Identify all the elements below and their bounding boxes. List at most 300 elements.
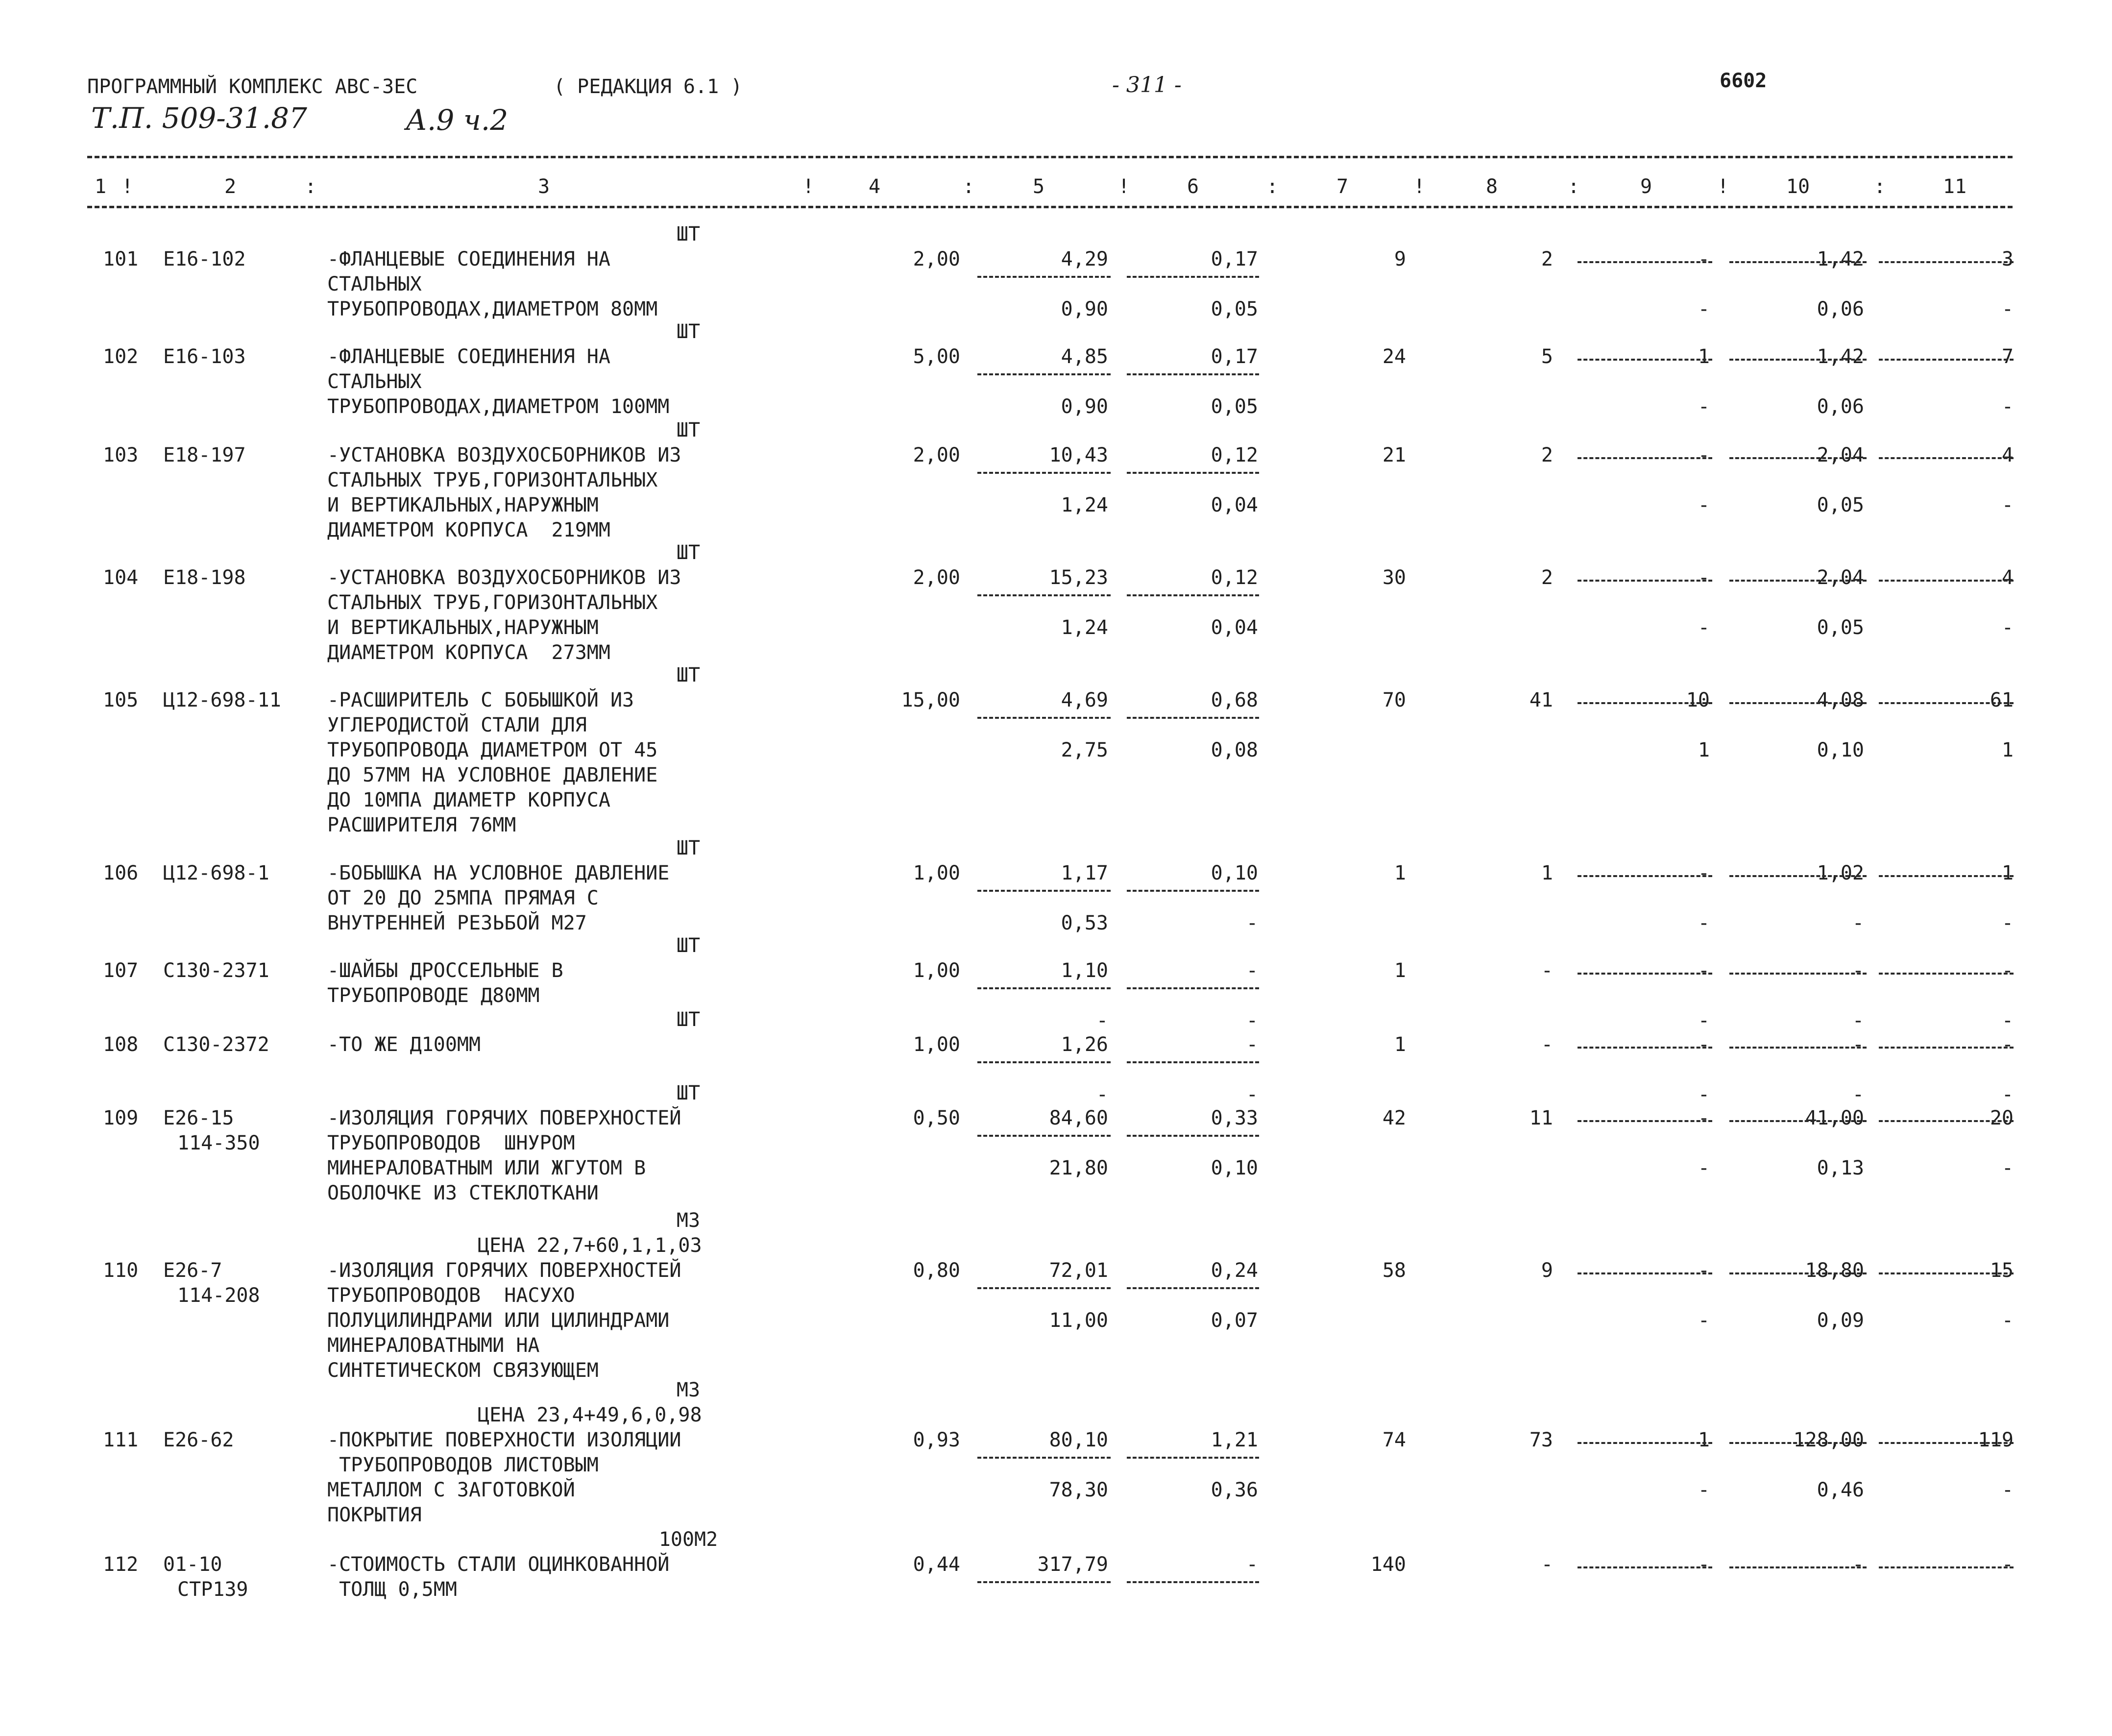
cell-c10: 4,08 [1817,689,1864,711]
cell-c11: 119 [1978,1429,2014,1451]
column-separator: : [305,175,317,198]
subtotal-rule [977,1581,1111,1583]
subtotal-rule [977,276,1111,278]
project-reference: Т.П. 509-31.87 [91,101,307,135]
cell-c10: - [1852,1033,1864,1056]
work-description: ТРУБОПРОВОДОВ ШНУРОМ [327,1132,575,1154]
column-header-8: 8 [1485,175,1498,198]
cell-c11: - [2001,1309,2014,1332]
cell-c11: 20 [1990,1107,2014,1129]
cell-c9: - [1698,862,1710,884]
cell-c10: 0,09 [1817,1309,1864,1332]
cell-c11: - [2001,1033,2014,1056]
cell-c10: 0,06 [1817,395,1864,418]
quantity: 15,00 [901,689,960,711]
cell-c7: 1 [1394,862,1406,884]
subtotal-rule [1879,261,2014,263]
row-number: 112 [103,1553,139,1576]
cell-c5: 1,26 [1061,1033,1108,1056]
cell-c8: - [1541,959,1553,982]
cell-c9: - [1698,1259,1710,1282]
cell-c7: 74 [1382,1429,1406,1451]
cell-c5: 78,30 [1049,1479,1108,1501]
cell-c9: - [1698,298,1710,320]
cell-c6: - [1246,1083,1258,1106]
cell-c9: - [1698,1107,1710,1129]
unit-label: ШТ [676,934,701,957]
quantity: 0,93 [913,1429,960,1451]
subtotal-rule [977,717,1111,719]
work-description: -ТО ЖЕ Д100ММ [327,1033,481,1056]
cell-c10: 0,46 [1817,1479,1864,1501]
unit-label: ШТ [676,1082,701,1104]
subtotal-rule [1127,987,1259,989]
cell-c6: 0,10 [1211,862,1258,884]
row-number: 103 [103,444,139,466]
subtotal-rule [1879,580,2014,582]
cell-c6: 0,10 [1211,1157,1258,1179]
cell-c9: 1 [1698,739,1710,761]
cell-c8: 9 [1541,1259,1553,1282]
quantity: 2,00 [913,248,960,270]
row-number: 101 [103,248,139,270]
cell-c8: 1 [1541,862,1553,884]
subtotal-rule [1879,457,2014,459]
cell-c5: 80,10 [1049,1429,1108,1451]
cell-c9: 1 [1698,1429,1710,1451]
cell-c11: 1 [2001,739,2014,761]
price-code: 114-208 [177,1284,260,1307]
cell-c6: - [1246,1553,1258,1576]
row-number: 111 [103,1429,139,1451]
cell-c9: - [1698,566,1710,589]
cell-c6: 0,04 [1211,616,1258,639]
unit-label: ШТ [676,223,701,245]
work-description: ТРУБОПРОВОДАХ,ДИАМЕТРОМ 100ММ [327,395,670,418]
row-number: 110 [103,1259,139,1282]
column-header-2: 2 [224,175,237,198]
cell-c11: 15 [1990,1259,2014,1282]
cell-c11: - [2001,959,2014,982]
work-description: -ШАЙБЫ ДРОССЕЛЬНЫЕ В [327,959,563,982]
cell-c9: 10 [1686,689,1710,711]
quantity: 2,00 [913,444,960,466]
cell-c7: 140 [1370,1553,1406,1576]
quantity: 0,44 [913,1553,960,1576]
work-description: ТРУБОПРОВОДАХ,ДИАМЕТРОМ 80ММ [327,298,658,320]
cell-c11: - [2001,912,2014,934]
subtotal-rule [1127,1287,1259,1289]
cell-c9: - [1698,1479,1710,1501]
cell-c6: - [1246,1033,1258,1056]
subtotal-rule [1578,1442,1712,1444]
work-description: ТРУБОПРОВОДЕ Д80ММ [327,984,540,1007]
price-code: Ц12-698-1 [163,862,269,884]
work-description: СТАЛЬНЫХ [327,370,422,393]
subtotal-rule [1578,1566,1712,1568]
cell-c7: 21 [1382,444,1406,466]
work-description: -ПОКРЫТИЕ ПОВЕРХНОСТИ ИЗОЛЯЦИИ [327,1429,681,1451]
cell-c9: - [1698,912,1710,934]
cell-c9: - [1698,248,1710,270]
column-separator: : [1568,175,1580,198]
cell-c10: - [1852,1009,1864,1032]
cell-c7: 58 [1382,1259,1406,1282]
cell-c6: - [1246,1009,1258,1032]
subtotal-rule [1729,457,1867,459]
cell-c8: - [1541,1033,1553,1056]
subtotal-rule [1127,1135,1259,1137]
subtotal-rule [977,987,1111,989]
cell-c11: - [2001,1553,2014,1576]
cell-c6: 0,17 [1211,345,1258,368]
work-description: СТАЛЬНЫХ [327,273,422,295]
work-description: СИНТЕТИЧЕСКОМ СВЯЗУЮЩЕМ [327,1359,599,1382]
cell-c7: 1 [1394,1033,1406,1056]
work-description: МЕТАЛЛОМ С ЗАГОТОВКОЙ [327,1479,575,1501]
cell-c5: 4,29 [1061,248,1108,270]
cell-c5: 1,24 [1061,616,1108,639]
cell-c10: 0,05 [1817,616,1864,639]
subtotal-rule [1879,973,2014,975]
subtotal-rule [1729,702,1867,704]
subtotal-rule [1578,1047,1712,1049]
work-description: -ФЛАНЦЕВЫЕ СОЕДИНЕНИЯ НА [327,345,610,368]
subtotal-rule [1127,276,1259,278]
cell-c9: - [1698,444,1710,466]
cell-c11: - [2001,395,2014,418]
cell-c6: - [1246,912,1258,934]
column-header-5: 5 [1032,175,1045,198]
subtotal-rule [1729,359,1867,361]
cell-c9: - [1698,1083,1710,1106]
cell-c6: 0,07 [1211,1309,1258,1332]
row-number: 108 [103,1033,139,1056]
cell-c6: 0,04 [1211,494,1258,516]
cell-c11: 1 [2001,862,2014,884]
cell-c5: 21,80 [1049,1157,1108,1179]
work-description: -СТОИМОСТЬ СТАЛИ ОЦИНКОВАННОЙ [327,1553,670,1576]
subtotal-rule [1729,875,1867,877]
subtotal-rule [1127,472,1259,474]
cell-c8: 2 [1541,248,1553,270]
subtotal-rule [1729,973,1867,975]
subtotal-rule [977,373,1111,375]
cell-c5: 4,69 [1061,689,1108,711]
column-separator: ! [1118,175,1130,198]
page-mark: - 311 - [1112,73,1182,98]
row-number: 102 [103,345,139,368]
subtotal-rule [1879,1120,2014,1122]
subtotal-rule [1879,1047,2014,1049]
cell-c8: 41 [1529,689,1553,711]
quantity: 1,00 [913,862,960,884]
cell-c9: - [1698,1309,1710,1332]
work-description: ОТ 20 ДО 25МПА ПРЯМАЯ С [327,887,599,909]
subtotal-rule [977,1135,1111,1137]
quantity: 1,00 [913,959,960,982]
subtotal-rule [1729,1566,1867,1568]
cell-c10: - [1852,912,1864,934]
work-description: -ИЗОЛЯЦИЯ ГОРЯЧИХ ПОВЕРХНОСТЕЙ [327,1107,681,1129]
cell-c9: - [1698,1033,1710,1056]
cell-c7: 70 [1382,689,1406,711]
cell-c5: 1,10 [1061,959,1108,982]
cell-c5: 1,17 [1061,862,1108,884]
subtotal-rule [1879,1566,2014,1568]
cell-c8: 11 [1529,1107,1553,1129]
cell-c10: 0,13 [1817,1157,1864,1179]
cell-c5: 84,60 [1049,1107,1108,1129]
subtotal-rule [1879,359,2014,361]
cell-c10: - [1852,1083,1864,1106]
price-code: Е18-198 [163,566,246,589]
work-description: ПОЛУЦИЛИНДРАМИ ИЛИ ЦИЛИНДРАМИ [327,1309,670,1332]
quantity: 0,50 [913,1107,960,1129]
work-description: ТРУБОПРОВОДА ДИАМЕТРОМ ОТ 45 [327,739,658,761]
subtotal-rule [977,472,1111,474]
cell-c6: - [1246,959,1258,982]
cell-c5: 15,23 [1049,566,1108,589]
unit-label: 100М2 [658,1528,718,1551]
edition-label: ( РЕДАКЦИЯ 6.1 ) [554,75,743,98]
subtotal-rule [1879,702,2014,704]
work-description: ОБОЛОЧКЕ ИЗ СТЕКЛОТКАНИ [327,1182,599,1204]
cell-c8: 73 [1529,1429,1553,1451]
cell-c8: 5 [1541,345,1553,368]
work-description: -ИЗОЛЯЦИЯ ГОРЯЧИХ ПОВЕРХНОСТЕЙ [327,1259,681,1282]
cell-c10: 2,04 [1817,444,1864,466]
cell-c9: - [1698,1157,1710,1179]
work-description: -УСТАНОВКА ВОЗДУХОСБОРНИКОВ ИЗ [327,566,681,589]
row-number: 107 [103,959,139,982]
cell-c5: 2,75 [1061,739,1108,761]
work-description: ПОКРЫТИЯ [327,1504,422,1526]
cell-c10: 1,42 [1817,345,1864,368]
work-description: ДО 10МПА ДИАМЕТР КОРПУСА [327,789,610,811]
cell-c9: - [1698,494,1710,516]
cell-c11: - [2001,616,2014,639]
subtotal-rule [977,594,1111,596]
subtotal-rule [977,1287,1111,1289]
price-code: Е26-15 [163,1107,234,1129]
price-code: Ц12-698-11 [163,689,281,711]
quantity: 1,00 [913,1033,960,1056]
work-description: ТРУБОПРОВОДОВ НАСУХО [327,1284,575,1307]
column-separator: ! [1717,175,1729,198]
unit-label: ШТ [676,419,701,441]
cell-c10: 18,80 [1805,1259,1864,1282]
cell-c10: 128,00 [1793,1429,1864,1451]
subtotal-rule [977,1061,1111,1063]
subtotal-rule [1127,717,1259,719]
price-code: Е16-103 [163,345,246,368]
column-header-6: 6 [1187,175,1199,198]
cell-c11: - [2001,1083,2014,1106]
column-separator: : [1266,175,1279,198]
subtotal-rule [1578,457,1712,459]
price-code: СТР139 [177,1578,248,1601]
cell-c6: 0,24 [1211,1259,1258,1282]
subtotal-rule [1578,973,1712,975]
work-description: МИНЕРАЛОВАТНЫМ ИЛИ ЖГУТОМ В [327,1157,646,1179]
price-note: ЦЕНА 23,4+49,6,0,98 [478,1404,702,1426]
cell-c6: 0,05 [1211,298,1258,320]
cell-c10: - [1852,1553,1864,1576]
subtotal-rule [1578,1272,1712,1274]
cell-c7: 30 [1382,566,1406,589]
column-separator: : [1874,175,1886,198]
unit-label: М3 [676,1209,701,1232]
column-header-11: 11 [1942,175,1967,198]
cell-c5: 10,43 [1049,444,1108,466]
work-description: СТАЛЬНЫХ ТРУБ,ГОРИЗОНТАЛЬНЫХ [327,469,658,491]
cell-c5: - [1096,1083,1108,1106]
work-description: -ФЛАНЦЕВЫЕ СОЕДИНЕНИЯ НА [327,248,610,270]
cell-c9: - [1698,1553,1710,1576]
cell-c10: 1,42 [1817,248,1864,270]
row-number: 104 [103,566,139,589]
cell-c5: 4,85 [1061,345,1108,368]
subtotal-rule [1127,890,1259,892]
cell-c10: - [1852,959,1864,982]
cell-c8: - [1541,1553,1553,1576]
cell-c5: 0,90 [1061,298,1108,320]
cell-c9: - [1698,395,1710,418]
work-description: ДИАМЕТРОМ КОРПУСА 273ММ [327,641,610,664]
price-code: Е26-62 [163,1429,234,1451]
subtotal-rule [1127,1457,1259,1459]
column-header-9: 9 [1640,175,1652,198]
row-number: 105 [103,689,139,711]
subtotal-rule [1127,594,1259,596]
work-description: И ВЕРТИКАЛЬНЫХ,НАРУЖНЫМ [327,494,599,516]
column-header-1: 1 [94,175,107,198]
cell-c6: 0,33 [1211,1107,1258,1129]
cell-c8: 2 [1541,444,1553,466]
unit-label: М3 [676,1379,701,1401]
header-rule-bottom [87,206,2013,208]
work-description: -РАСШИРИТЕЛЬ С БОБЫШКОЙ ИЗ [327,689,634,711]
cell-c5: 11,00 [1049,1309,1108,1332]
column-header-10: 10 [1786,175,1810,198]
album-reference: А.9 ч.2 [406,103,509,137]
subtotal-rule [1127,373,1259,375]
cell-c10: 41,00 [1805,1107,1864,1129]
subtotal-rule [1578,261,1712,263]
row-number: 109 [103,1107,139,1129]
work-description: ТРУБОПРОВОДОВ ЛИСТОВЫМ [327,1454,599,1476]
cell-c10: 1,02 [1817,862,1864,884]
cell-c6: 0,12 [1211,566,1258,589]
unit-label: ШТ [676,320,701,343]
program-title: ПРОГРАММНЫЙ КОМПЛЕКС АВС-3ЕС [87,75,418,98]
row-number: 106 [103,862,139,884]
cell-c11: - [2001,494,2014,516]
price-code: Е16-102 [163,248,246,270]
cell-c8: 2 [1541,566,1553,589]
cell-c7: 42 [1382,1107,1406,1129]
work-description: И ВЕРТИКАЛЬНЫХ,НАРУЖНЫМ [327,616,599,639]
subtotal-rule [1729,261,1867,263]
subtotal-rule [1578,702,1712,704]
subtotal-rule [1729,1272,1867,1274]
header-rule-top [87,156,2013,158]
cell-c6: 0,05 [1211,395,1258,418]
quantity: 0,80 [913,1259,960,1282]
cell-c9: - [1698,959,1710,982]
subtotal-rule [1879,1272,2014,1274]
subtotal-rule [1879,875,2014,877]
subtotal-rule [1729,1047,1867,1049]
subtotal-rule [1578,580,1712,582]
unit-label: ШТ [676,664,701,686]
column-separator: : [963,175,975,198]
cell-c6: 0,12 [1211,444,1258,466]
cell-c7: 9 [1394,248,1406,270]
subtotal-rule [977,890,1111,892]
cell-c6: 0,36 [1211,1479,1258,1501]
cell-c6: 0,08 [1211,739,1258,761]
cell-c6: 1,21 [1211,1429,1258,1451]
cell-c5: 1,24 [1061,494,1108,516]
price-code: С130-2371 [163,959,269,982]
cell-c6: 0,68 [1211,689,1258,711]
cell-c5: 72,01 [1049,1259,1108,1282]
work-description: -БОБЫШКА НА УСЛОВНОЕ ДАВЛЕНИЕ [327,862,670,884]
price-code: С130-2372 [163,1033,269,1056]
unit-label: ШТ [676,1008,701,1031]
work-description: -УСТАНОВКА ВОЗДУХОСБОРНИКОВ ИЗ [327,444,681,466]
work-description: ДИАМЕТРОМ КОРПУСА 219ММ [327,519,610,541]
subtotal-rule [1578,875,1712,877]
cell-c11: 3 [2001,248,2014,270]
quantity: 5,00 [913,345,960,368]
cell-c11: - [2001,1009,2014,1032]
cell-c5: 0,53 [1061,912,1108,934]
cell-c10: 0,05 [1817,494,1864,516]
cell-c11: - [2001,298,2014,320]
subtotal-rule [1729,580,1867,582]
unit-label: ШТ [676,541,701,564]
work-description: ТОЛЩ 0,5ММ [327,1578,457,1601]
subtotal-rule [1127,1581,1259,1583]
subtotal-rule [977,1457,1111,1459]
cell-c11: 4 [2001,566,2014,589]
work-description: МИНЕРАЛОВАТНЫМИ НА [327,1334,540,1357]
column-header-4: 4 [868,175,881,198]
column-separator: ! [802,175,815,198]
column-separator: ! [121,175,134,198]
sheet-number: 6602 [1720,70,1767,92]
cell-c5: 0,90 [1061,395,1108,418]
cell-c10: 0,10 [1817,739,1864,761]
price-code: Е18-197 [163,444,246,466]
subtotal-rule [1127,1061,1259,1063]
cell-c9: 1 [1698,345,1710,368]
column-header-7: 7 [1336,175,1349,198]
column-header-3: 3 [537,175,550,198]
cell-c5: 317,79 [1037,1553,1108,1576]
work-description: ДО 57ММ НА УСЛОВНОЕ ДАВЛЕНИЕ [327,764,658,786]
column-separator: ! [1413,175,1426,198]
cell-c5: - [1096,1009,1108,1032]
subtotal-rule [1578,1120,1712,1122]
work-description: СТАЛЬНЫХ ТРУБ,ГОРИЗОНТАЛЬНЫХ [327,591,658,614]
cell-c11: 7 [2001,345,2014,368]
cell-c9: - [1698,616,1710,639]
cell-c7: 1 [1394,959,1406,982]
